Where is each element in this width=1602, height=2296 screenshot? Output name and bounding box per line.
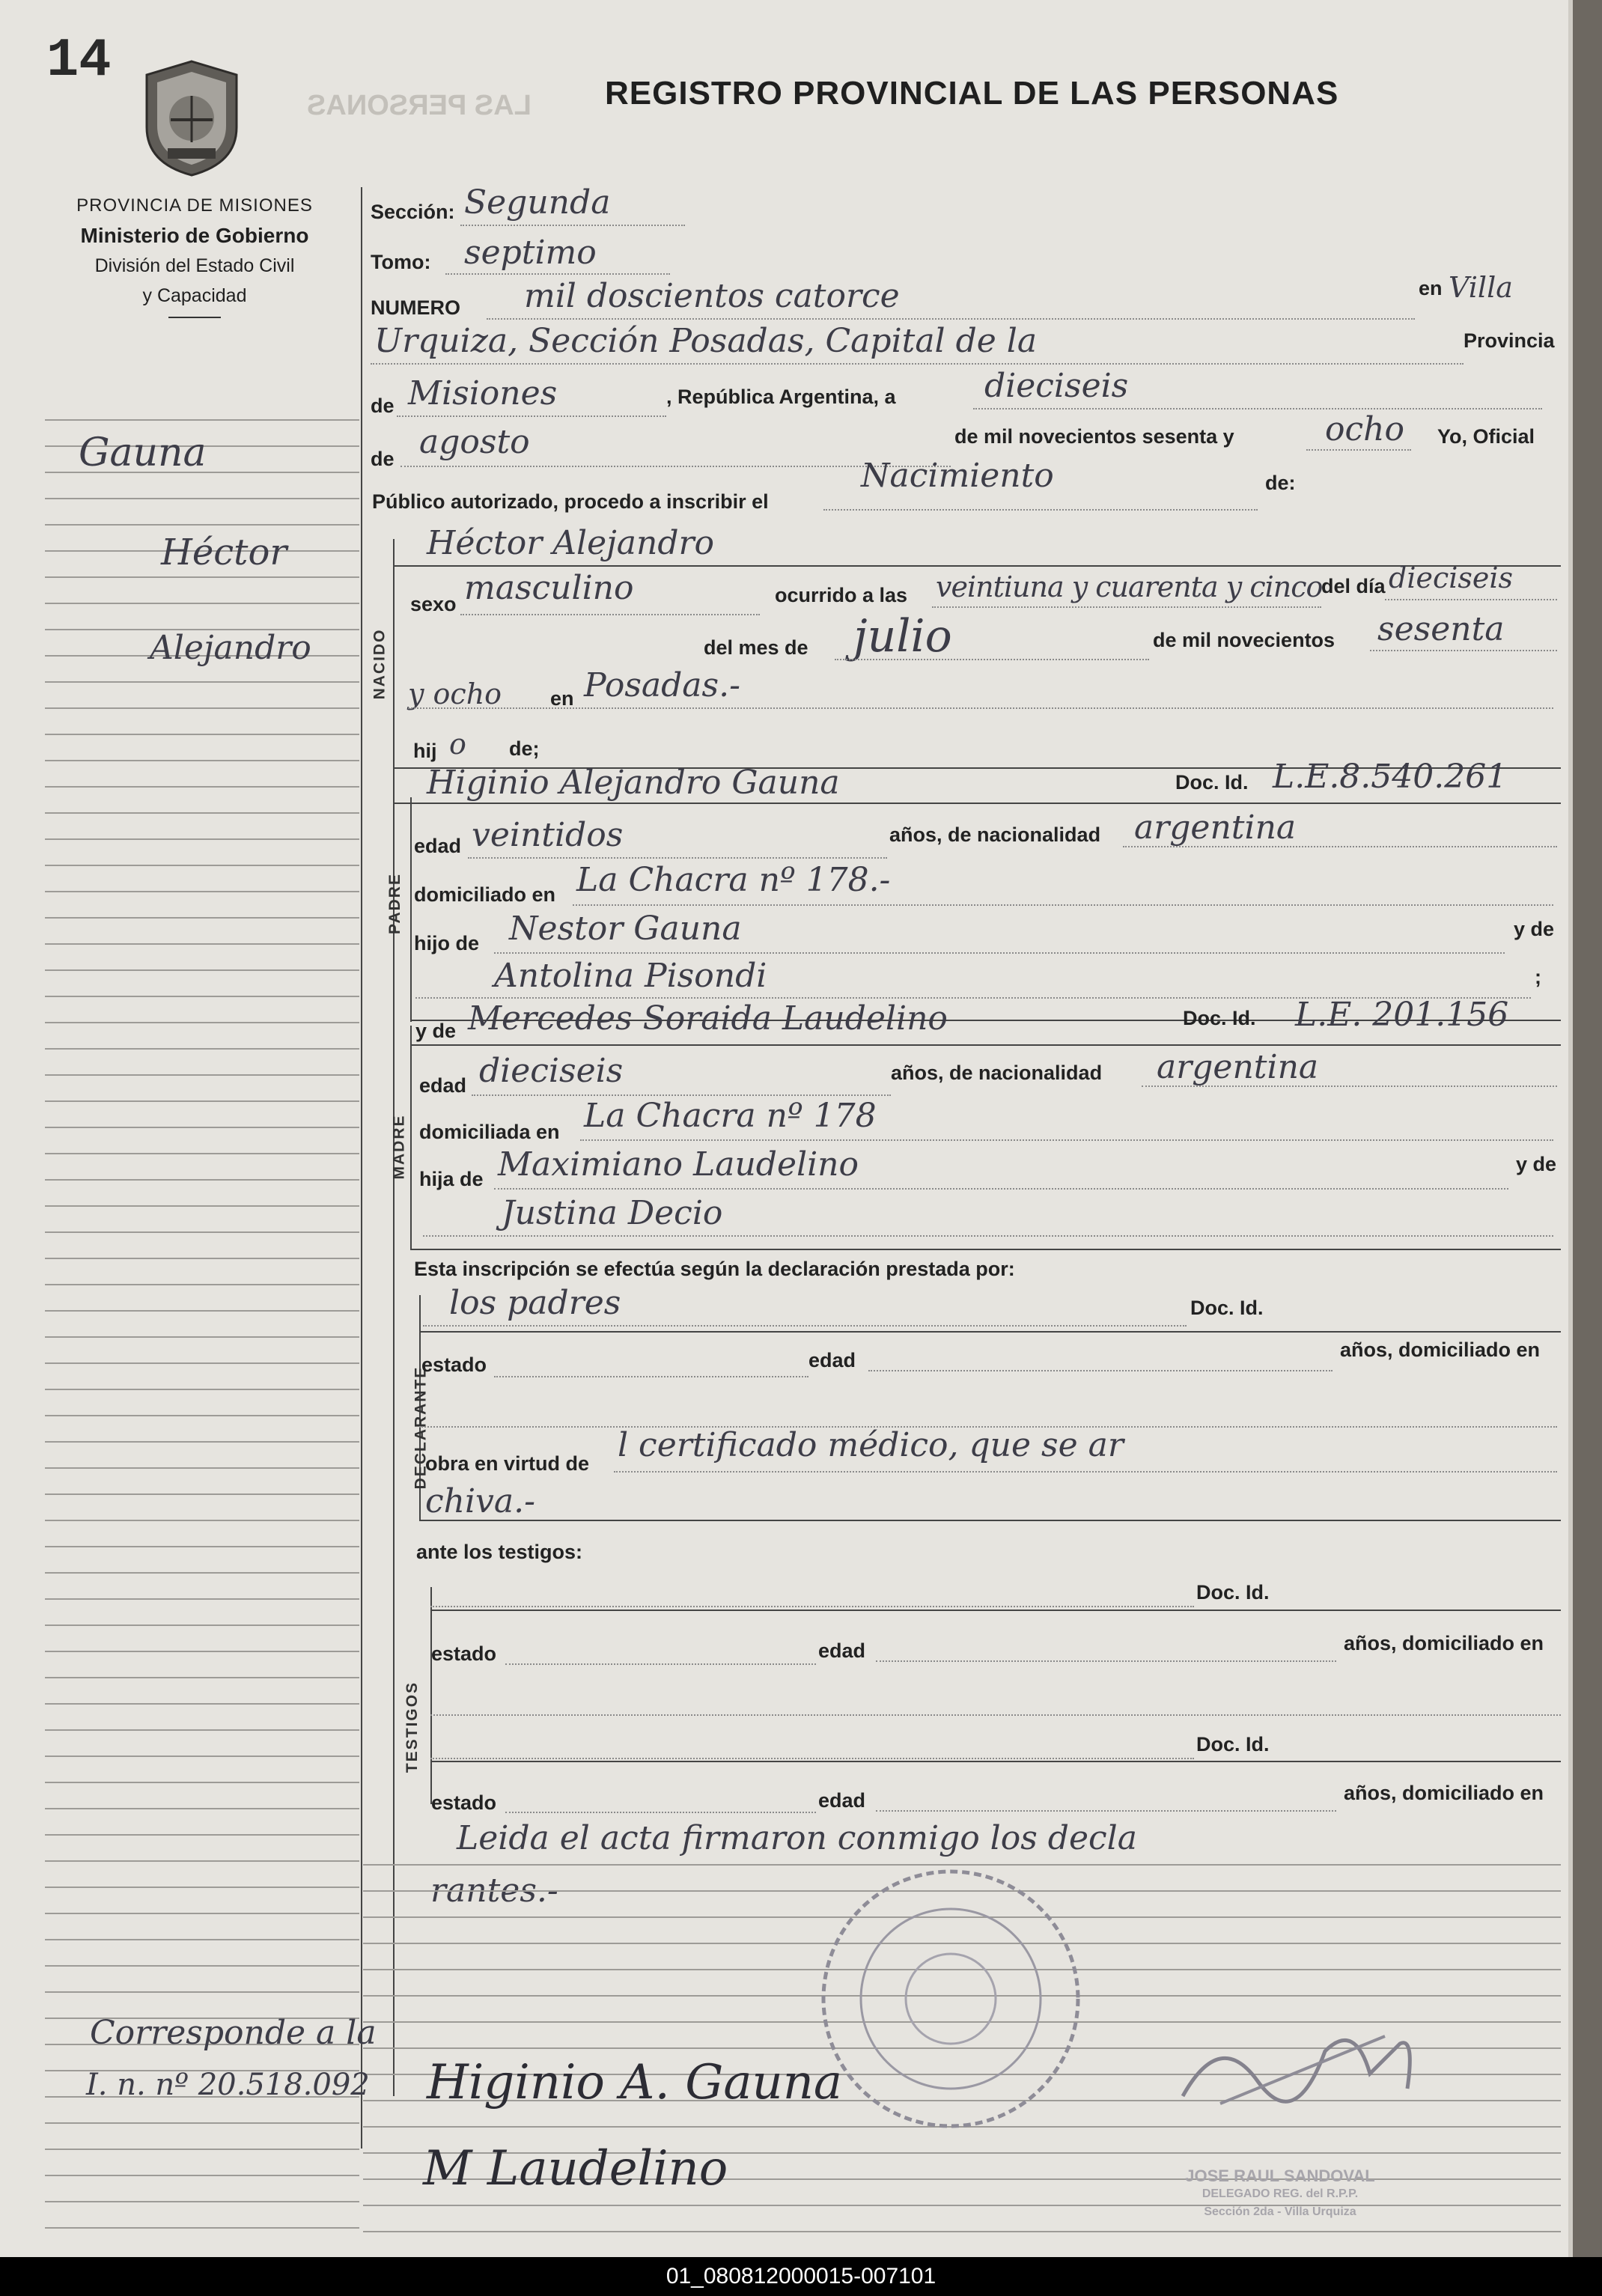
closing-rule [363,2231,1561,2232]
value-padre-nac: argentina [1134,809,1297,847]
value-madre-doc: L.E. 201.156 [1295,996,1509,1034]
label-de-1: de [371,395,395,417]
official-stamp [1123,2167,1437,2221]
value-madre-nac: argentina [1157,1048,1319,1086]
value-sexo: masculino [464,569,634,607]
label-testigo1-estado: estado [431,1642,497,1665]
label-ocurrido: ocurrido a las [775,584,908,606]
value-madre-dom: La Chacra nº 178 [584,1097,877,1135]
margin-rule [45,1546,359,1547]
label-del-mes: del mes de [704,636,808,659]
margin-rule [45,1100,359,1102]
page-number: 14 [46,30,112,91]
margin-rule [45,943,359,945]
margin-rule [45,1782,359,1783]
margin-rule [45,1467,359,1469]
office-line-division: División del Estado Civil [94,255,295,276]
label-padre-edad: edad [414,835,462,857]
margin-rule [45,1860,359,1862]
value-nombre: Héctor Alejandro [427,524,715,562]
label-testigo1-doc: Doc. Id. [1196,1581,1270,1604]
margin-rule [45,1231,359,1233]
label-madre-y-de-2: y de [1516,1153,1557,1175]
value-acto: Nacimiento [861,457,1054,495]
office-line-capacity: y Capacidad [142,285,247,306]
value-tomo: septimo [464,234,597,272]
margin-name-surname: Gauna [79,430,207,475]
label-madre-hija-de: hija de [419,1168,484,1190]
value-en-1: Villa [1449,271,1513,304]
margin-rule [45,1415,359,1416]
side-label-testigos: TESTIGOS [403,1681,421,1773]
margin-rule [45,786,359,788]
value-madre-madre: Justina Decio [502,1194,723,1232]
image-caption: 01_080812000015-007101 [666,2264,936,2289]
label-declarante-doc: Doc. Id. [1190,1297,1264,1319]
label-testigo2-estado: estado [431,1791,497,1814]
side-label-nacido: NACIDO [371,628,389,700]
margin-rule [45,1441,359,1443]
label-tomo: Tomo: [371,251,431,273]
label-de-colon: de: [1265,472,1296,494]
label-obra: obra en virtud de [425,1452,590,1475]
margin-rule [45,1520,359,1521]
margin-rule [45,838,359,840]
value-cierre-1: Leida el acta firmaron conmigo los decla [457,1819,1137,1857]
margin-rule [45,1939,359,1940]
round-stamp-icon [816,1864,1085,2134]
margin-rule [45,891,359,892]
value-obra-1: l certificado médico, que se ar [618,1426,1124,1464]
margin-rule [45,1284,359,1285]
margin-name-second: Alejandro [150,629,311,667]
label-madre-doc: Doc. Id. [1183,1007,1256,1029]
label-en: en [1419,277,1443,299]
binding-edge [1573,0,1602,2257]
value-cierre-2: rantes.- [430,1872,558,1910]
label-de-2: de [371,448,395,470]
official-stamp-section: Sección 2da - Villa Urquiza [1204,2205,1356,2218]
label-del-dia: del día [1321,575,1386,597]
value-madre-padre: Maximiano Laudelino [498,1145,859,1184]
label-seccion: Sección: [371,201,455,223]
office-line-province: PROVINCIA DE MISIONES [76,195,313,216]
label-republica: , República Argentina, a [666,386,896,408]
value-madre-nombre: Mercedes Soraida Laudelino [468,999,948,1038]
label-testigos: ante los testigos: [416,1541,583,1563]
provincial-seal-icon [141,58,243,178]
label-testigo2-doc: Doc. Id. [1196,1733,1270,1756]
value-padre-madre: Antolina Pisondi [494,957,767,995]
margin-rule [45,1703,359,1705]
margin-rule [45,1493,359,1495]
side-label-madre: MADRE [390,1114,408,1180]
label-testigo1-anos: años, domiciliado en [1344,1632,1544,1654]
label-testigo1-edad: edad [818,1639,866,1662]
margin-rule [45,1179,359,1181]
margin-rule [45,1677,359,1678]
value-padre-padre: Nestor Gauna [509,910,742,948]
margin-rule [45,2122,359,2124]
margin-rule [45,1153,359,1154]
official-stamp-name: JOSE RAUL SANDOVAL [1185,2166,1375,2185]
margin-rule [45,1336,359,1338]
margin-rule [45,1991,359,1993]
label-declarante-edad: edad [808,1349,856,1371]
margin-rule [45,707,359,709]
value-padre-nombre: Higinio Alejandro Gauna [427,764,840,802]
margin-rule [45,576,359,578]
office-block [45,191,344,318]
value-padre-doc: L.E.8.540.261 [1273,758,1508,796]
label-padre-hijo-de: hijo de [414,932,479,954]
value-anio-nac-1: sesenta [1377,610,1505,648]
margin-rule [45,1834,359,1836]
label-padre-doc: Doc. Id. [1175,771,1249,794]
value-seccion: Segunda [464,183,611,222]
value-en-2: Urquiza, Sección Posadas, Capital de la [374,322,1038,360]
label-de-mil-2: de mil novecientos [1153,629,1335,651]
signature-mother: M Laudelino [423,2141,728,2196]
margin-rule [45,1022,359,1023]
margin-rule [45,2149,359,2150]
margin-rule [45,1362,359,1364]
label-testigo2-anos: años, domiciliado en [1344,1782,1544,1804]
margin-rule [45,2227,359,2229]
side-label-declarante: DECLARANTE [412,1365,430,1490]
margin-rule [45,996,359,997]
margin-rule [45,1756,359,1757]
ghost-title: LAS PERSONAS [307,90,532,121]
margin-rule [45,1965,359,1967]
label-de-mil: de mil novecientos sesenta y [954,425,1234,448]
margin-rule [45,2201,359,2202]
margin-rule [45,681,359,683]
margin-name-first: Héctor [161,532,287,573]
declaracion-text: Esta inscripción se efectúa según la declaración prestada por: [414,1258,1015,1280]
value-numero: mil doscientos catorce [524,277,900,315]
margin-rule [45,1048,359,1050]
margin-rule [45,1258,359,1259]
value-padre-dom: La Chacra nº 178.- [576,861,891,899]
label-padre-y-de: y de [1514,918,1555,940]
value-anio-nac-2: y ocho [408,677,502,710]
margin-note-2: I. n. nº 20.518.092 [86,2068,370,2102]
label-padre-nac: años, de nacionalidad [889,823,1101,846]
label-publico: Público autorizado, procedo a inscribir el [372,490,769,513]
margin-rule [45,1624,359,1626]
margin-rule [45,1389,359,1390]
value-hora: veintiuna y cuarenta y cinco [936,570,1323,603]
value-madre-edad: dieciseis [479,1052,624,1090]
label-testigo2-edad: edad [818,1789,866,1812]
margin-rule [45,524,359,526]
label-provincia: Provincia [1464,329,1555,352]
label-yo-oficial: Yo, Oficial [1437,425,1535,448]
margin-rule [45,1808,359,1809]
margin-rule [45,917,359,919]
margin-rule [45,1074,359,1076]
margin-rule [45,1598,359,1600]
value-hijo-suffix: o [449,728,466,761]
label-de-semi: de; [509,737,540,760]
margin-rule [45,1651,359,1652]
label-madre-nac: años, de nacionalidad [891,1062,1103,1084]
label-madre-y-de: y de [415,1020,457,1042]
label-hij: hij [413,740,437,762]
label-padre-dom: domiciliado en [414,883,556,906]
margin-rule [45,1205,359,1207]
label-semicolon: ; [1535,966,1541,988]
margin-rule [45,603,359,604]
label-madre-edad: edad [419,1074,467,1097]
signature-father: Higinio A. Gauna [427,2055,843,2110]
label-en-lugar: en [550,687,574,710]
margin-rule [45,1127,359,1128]
value-dia: dieciseis [984,367,1129,405]
margin-rule [45,1887,359,1888]
margin-rule [45,2175,359,2176]
margin-rule [45,419,359,421]
label-declarante-anos: años, domiciliado en [1340,1339,1541,1361]
margin-rule [45,1310,359,1312]
value-padre-edad: veintidos [472,816,624,854]
value-mes: agosto [419,423,530,461]
office-line-ministry: Ministerio de Gobierno [80,224,309,247]
margin-rule [45,812,359,814]
value-obra-2: chiva.- [425,1482,535,1520]
value-provincia: Misiones [408,374,558,412]
value-mes-nac: julio [853,610,952,663]
margin-rule [45,865,359,866]
official-signature-icon [1175,2014,1422,2119]
official-stamp-title: DELEGADO REG. del R.P.P. [1202,2187,1359,2200]
value-anio: ocho [1325,410,1404,448]
label-sexo: sexo [410,593,457,615]
margin-rule [45,1913,359,1914]
side-label-padre: PADRE [386,873,403,934]
margin-note-1: Corresponde a la [90,2014,377,2052]
value-dia-nac: dieciseis [1389,561,1514,594]
value-declarante: los padres [449,1284,621,1322]
margin-rule [45,498,359,499]
margin-rule [45,1729,359,1731]
margin-rule [45,760,359,761]
label-declarante-estado: estado [421,1353,487,1376]
page-title: REGISTRO PROVINCIAL DE LAS PERSONAS [605,75,1339,112]
value-lugar: Posadas.- [584,666,740,704]
margin-rule [45,734,359,735]
label-numero: NUMERO [371,296,460,319]
label-madre-dom: domiciliada en [419,1121,560,1143]
margin-rule [45,1572,359,1574]
margin-rule [45,969,359,971]
caption-bar [0,2257,1602,2296]
